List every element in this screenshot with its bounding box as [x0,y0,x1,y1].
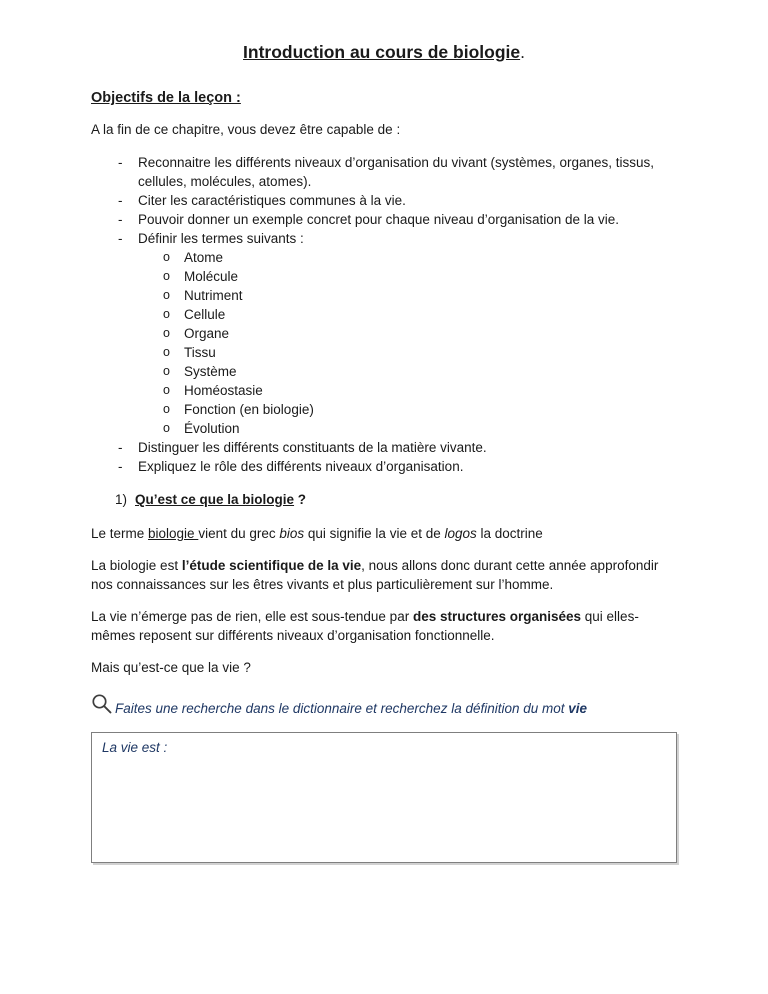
paragraph-life [91,607,677,645]
sub-list-item [91,400,677,419]
objectives-list [91,153,677,476]
list-item-text: Citer les caractéristiques communes à la vie. [138,193,406,208]
section-heading-text [135,490,306,510]
term-item: Évolution [184,421,240,436]
text-run-underline: biologie [148,526,199,541]
term-item: Nutriment [184,288,243,303]
text-run-italic: Faites une recherche dans le dictionnaire et recherchez la définition du mot [115,701,569,716]
sub-bullet-marker: o [163,364,170,378]
list-item-text: Reconnaitre les différents niveaux d’organisation du vivant (systèmes, organes, tissus, cellules, molécules, atomes). [138,155,655,189]
text-run: qui elles-mêmes reposent sur différents niveaux d’organisation fonctionnelle. [91,609,639,643]
search-prompt [91,693,677,718]
term-item: Système [184,364,237,379]
sub-bullet-marker: o [163,250,170,264]
section-heading-suffix: ? [294,492,307,507]
text-run: , nous allons donc durant cette année approfondir nos connaissances sur les êtres vivants et plus particulièrement sur l’homme. [91,558,659,592]
text-run: La biologie est [91,558,182,573]
answer-box[interactable] [91,732,677,863]
text-run-bold-italic: vie [568,701,588,716]
sub-list-item [91,286,677,305]
search-prompt-text [115,699,587,718]
bullet-marker: - [118,459,123,474]
document-title-period: . [520,42,525,62]
paragraph-term [91,524,677,543]
sub-bullet-marker: o [163,402,170,416]
text-run: qui signifie la vie et de [304,526,445,541]
paragraph-question: Mais qu’est-ce que la vie ? [91,660,251,675]
sub-list-item [91,343,677,362]
objectives-intro: A la fin de ce chapitre, vous devez être capable de : [91,122,401,137]
magnifier-icon [91,693,113,717]
text-run: vient du grec [198,526,280,541]
bullet-marker: - [118,212,123,227]
sub-list-item [91,419,677,438]
text-run-italic: bios [279,526,305,541]
text-run: Le terme [91,526,149,541]
answer-box-label: La vie est : [102,740,168,755]
bullet-marker: - [118,231,123,246]
term-item: Cellule [184,307,226,322]
list-item-text: Expliquez le rôle des différents niveaux d’organisation. [138,459,464,474]
text-run: La vie n’émerge pas de rien, elle est sous-tendue par [91,609,413,624]
sub-bullet-marker: o [163,269,170,283]
list-item [91,229,677,248]
list-item-text: Définir les termes suivants : [138,231,304,246]
list-item [91,457,677,476]
term-item: Organe [184,326,230,341]
paragraph-biology [91,556,677,594]
term-item: Fonction (en biologie) [184,402,314,417]
sub-list-item [91,305,677,324]
list-item [91,153,677,191]
text-run-italic: logos [444,526,477,541]
list-item-text: Pouvoir donner un exemple concret pour chaque niveau d’organisation de la vie. [138,212,620,227]
list-item [91,210,677,229]
list-item [91,191,677,210]
sub-bullet-marker: o [163,307,170,321]
sub-list-item [91,362,677,381]
bullet-marker: - [118,440,123,455]
objectives-heading: Objectifs de la leçon : [91,90,241,106]
text-run: la doctrine [476,526,543,541]
bullet-marker: - [118,193,123,208]
sub-list-item [91,248,677,267]
sub-list-item [91,267,677,286]
text-run-bold: des structures organisées [412,609,582,624]
term-item: Homéostasie [184,383,263,398]
section-heading [91,490,677,510]
term-item: Atome [184,250,224,265]
list-item-text: Distinguer les différents constituants de la matière vivante. [138,440,487,455]
bullet-marker: - [118,155,123,170]
sub-bullet-marker: o [163,288,170,302]
section-number: 1) [115,492,128,507]
list-item [91,438,677,457]
sub-bullet-marker: o [163,383,170,397]
sub-bullet-marker: o [163,326,170,340]
sub-list-item [91,381,677,400]
document-title-text: Introduction au cours de biologie [243,42,521,62]
term-item: Tissu [184,345,216,360]
sub-bullet-marker: o [163,421,170,435]
text-run-bold: l’étude scientifique de la vie [181,558,362,573]
term-item: Molécule [184,269,239,284]
sub-list-item [91,324,677,343]
section-heading-main: Qu’est ce que la biologie [135,492,295,507]
document-title [91,40,677,64]
sub-bullet-marker: o [163,345,170,359]
